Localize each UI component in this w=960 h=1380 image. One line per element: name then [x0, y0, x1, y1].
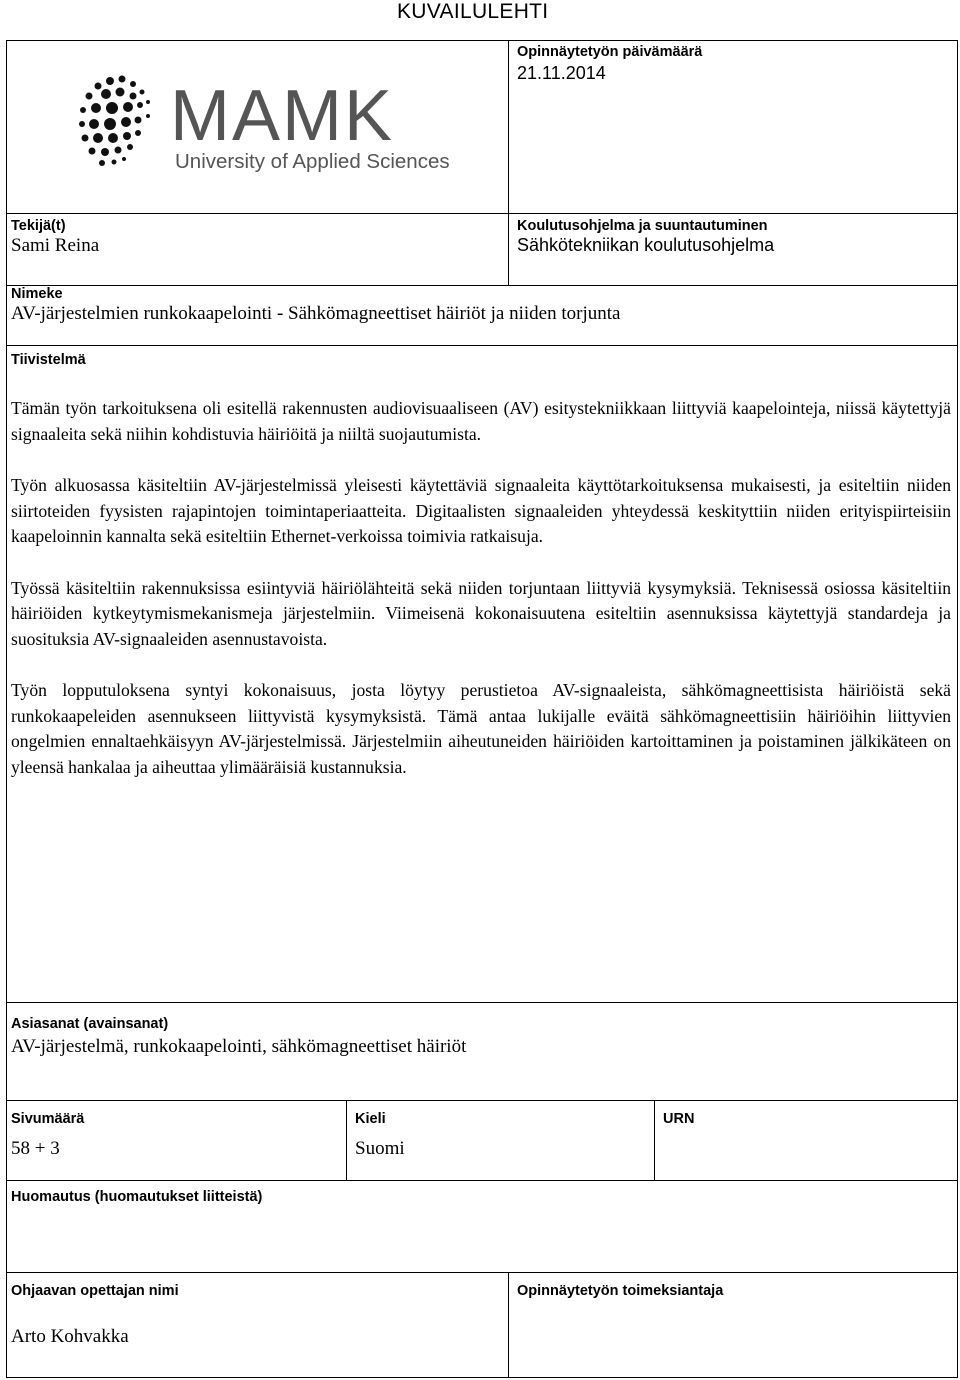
date-value: 21.11.2014	[517, 63, 606, 83]
pages-label: Sivumäärä	[11, 1111, 85, 1127]
divider	[6, 1100, 958, 1101]
supervisor-label: Ohjaavan opettajan nimi	[11, 1283, 179, 1299]
pages-value: 58 + 3	[11, 1138, 60, 1159]
divider	[6, 1272, 958, 1273]
language-value: Suomi	[355, 1138, 405, 1159]
notes-label: Huomautus (huomautukset liitteistä)	[11, 1189, 263, 1205]
divider	[6, 1180, 958, 1181]
document-title: KUVAILULEHTI	[397, 0, 549, 23]
author-label: Tekijä(t)	[11, 218, 66, 234]
divider	[6, 213, 958, 214]
abstract-paragraph: Työssä käsiteltiin rakennuksissa esiintyviä häiriölähteitä sekä niiden torjuntaan liittyviä kysymyksiä. Teknisessä osiossa käsiteltiin häiriöiden kytkeytymismekanismeja järjestelmiin. Viimeisenä kokonaisuutena esiteltiin asennuksissa käytettyjä standardeja ja suosituksia AV-signaaleiden asennustavoista.	[11, 577, 951, 649]
divider	[6, 345, 958, 346]
title-label: Nimeke	[11, 286, 63, 302]
abstract-body	[11, 396, 951, 806]
keywords-value: AV-järjestelmä, runkokaapelointi, sähkömagneettiset häiriöt	[11, 1036, 467, 1057]
language-label: Kieli	[355, 1111, 386, 1127]
keywords-label: Asiasanat (avainsanat)	[11, 1016, 169, 1032]
divider	[508, 1272, 509, 1378]
divider	[346, 1100, 347, 1180]
mamk-logo	[78, 72, 458, 180]
abstract-paragraph: Työn lopputuloksena syntyi kokonaisuus, josta löytyy perustietoa AV-signaaleista, sähkömagneettisista häiriöistä sekä runkokaapeleiden asennukseen liittyvistä kysymyksistä. Tämä antaa lukijalle eväitä sähkömagneettisiin häiriöihin liittyvien ongelmien ennaltaehkäisyyn AV-järjestelmissä. Järjestelmiin aiheutuneiden häiriöiden kartoittaminen ja poistaminen jälkikäteen on yleensä hankalaa ja aiheuttaa ylimääräisiä kustannuksia.	[11, 680, 951, 777]
supervisor-value: Arto Kohvakka	[11, 1326, 129, 1347]
logo-tagline: University of Applied Sciences	[175, 150, 450, 173]
abstract-label: Tiivistelmä	[11, 352, 86, 368]
abstract-paragraph: Tämän työn tarkoituksena oli esitellä rakennusten audiovisuaaliseen (AV) esitystekniikkaan liittyviä kaapelointeja, niissä käytettyjä signaaleita sekä niihin kohdistuvia häiriöitä ja niiltä suojautumista.	[11, 398, 951, 444]
commissioner-label: Opinnäytetyön toimeksiantaja	[517, 1283, 724, 1299]
divider	[6, 1002, 958, 1003]
programme-label: Koulutusohjelma ja suuntautuminen	[517, 218, 768, 234]
date-label: Opinnäytetyön päivämäärä	[517, 44, 703, 60]
divider	[6, 285, 958, 286]
abstract-paragraph: Työn alkuosassa käsiteltiin AV-järjestelmissä yleisesti käytettäviä signaaleita käyttötarkoituksensa mukaisesti, ja esiteltiin niiden siirtoteiden fyysisten rajapintojen toimintaperiaatteita. Digitaalisten signaaleiden yhteydessä keskityttiin niiden erityispiirteisiin kaapeloinnin kannalta sekä esiteltiin Ethernet-verkoissa toimivia ratkaisuja.	[11, 475, 951, 546]
programme-value: Sähkötekniikan koulutusohjelma	[517, 235, 775, 255]
divider	[508, 40, 509, 285]
thesis-title: AV-järjestelmien runkokaapelointi - Sähkömagneettiset häiriöt ja niiden torjunta	[11, 303, 621, 324]
divider	[654, 1100, 655, 1180]
logo-wordmark: MAMK	[170, 76, 394, 156]
author-value: Sami Reina	[11, 235, 100, 256]
urn-label: URN	[663, 1111, 695, 1127]
mamk-logo-graphic	[78, 72, 458, 180]
